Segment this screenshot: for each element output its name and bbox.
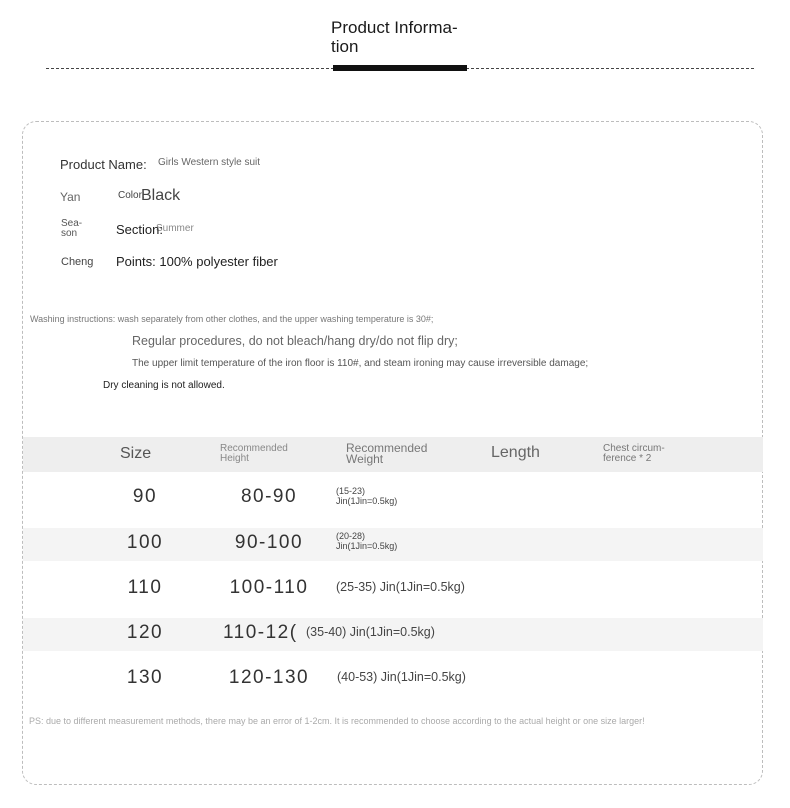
washing-instruction-1: Washing instructions: wash separately from other clothes, and the upper washing temperature is 30#; (30, 314, 434, 324)
season-value: Summer (156, 223, 194, 234)
table-cell-weight: (40-53) Jin(1Jin=0.5kg) (337, 670, 466, 684)
table-cell-weight: (15-23) Jin(1Jin=0.5kg) (336, 486, 398, 506)
table-cell-size: 90 (132, 486, 158, 507)
material-points: Points: 100% polyester fiber (116, 254, 278, 269)
table-cell-height: 80-90 (240, 486, 298, 507)
title-underline-bar (333, 65, 467, 71)
table-cell-weight: (20-28) Jin(1Jin=0.5kg) (336, 531, 398, 551)
header-height: Recommended Height (220, 443, 288, 464)
table-cell-height: 90-100 (234, 532, 304, 553)
product-name-label: Product Name: (60, 157, 147, 172)
product-name-value: Girls Western style suit (158, 157, 261, 168)
table-cell-size: 130 (126, 667, 164, 688)
section-label: Section: (116, 222, 163, 237)
yan-label: Yan (60, 190, 81, 204)
table-cell-size: 100 (126, 532, 164, 553)
washing-instruction-2: Regular procedures, do not bleach/hang dry/do not flip dry; (132, 334, 458, 348)
table-cell-weight: (25-35) Jin(1Jin=0.5kg) (336, 580, 465, 594)
season-label: Sea- son (61, 218, 83, 239)
header-size: Size (120, 445, 152, 462)
table-cell-size: 120 (126, 622, 164, 643)
washing-instruction-4: Dry cleaning is not allowed. (103, 380, 225, 391)
header-weight: Recommended Weight (346, 441, 428, 466)
header-length: Length (491, 444, 540, 461)
table-cell-height: 110-12( (223, 622, 298, 643)
table-cell-height: 120-130 (228, 667, 310, 688)
washing-instruction-3: The upper limit temperature of the iron floor is 110#, and steam ironing may cause irreversible damage; (132, 358, 589, 369)
cheng-label: Cheng (61, 256, 94, 268)
color-value: Black (141, 187, 181, 204)
table-cell-size: 110 (127, 577, 163, 598)
header-chest: Chest circum- ference * 2 (603, 443, 665, 464)
page-title: Product Informa- tion (331, 18, 458, 56)
table-cell-weight: (35-40) Jin(1Jin=0.5kg) (306, 625, 435, 639)
color-label: Color: (118, 190, 145, 201)
measurement-footnote: PS: due to different measurement methods, there may be an error of 1-2cm. It is recommended to choose according to the actual height or one size larger! (29, 716, 645, 726)
table-cell-height: 100-110 (229, 577, 309, 598)
